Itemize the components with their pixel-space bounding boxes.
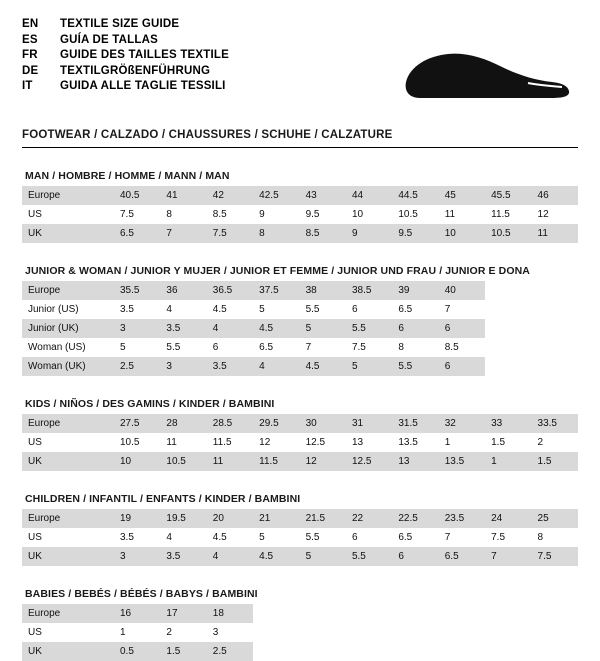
size-groups: [22, 170, 578, 661]
size-table: [22, 414, 578, 471]
size-cell: 45: [439, 186, 485, 205]
size-cell: 33: [485, 414, 531, 433]
row-label: Europe: [22, 414, 114, 433]
size-cell: 11.5: [253, 452, 299, 471]
size-cell: 10.5: [392, 205, 438, 224]
size-cell: 10: [346, 205, 392, 224]
size-cell: 8: [253, 224, 299, 243]
size-cell: 13: [392, 452, 438, 471]
size-cell: 5: [253, 300, 299, 319]
row-label: Woman (US): [22, 338, 114, 357]
size-cell: 6: [346, 300, 392, 319]
size-cell: 42.5: [253, 186, 299, 205]
size-cell: 16: [114, 604, 160, 623]
size-cell: 17: [160, 604, 206, 623]
language-code: IT: [22, 80, 33, 92]
size-cell: 1.5: [160, 642, 206, 661]
size-group: [22, 398, 578, 471]
size-cell: 1.5: [532, 452, 578, 471]
empty-cell: [485, 300, 578, 319]
table-row: [22, 300, 578, 319]
size-cell: 1: [439, 433, 485, 452]
size-cell: 12: [253, 433, 299, 452]
size-cell: 8.5: [439, 338, 485, 357]
size-cell: 19: [114, 509, 160, 528]
size-cell: 4: [160, 300, 206, 319]
size-cell: 25: [532, 509, 578, 528]
row-label: Junior (US): [22, 300, 114, 319]
size-cell: 7: [485, 547, 531, 566]
size-cell: 8: [532, 528, 578, 547]
row-label: US: [22, 205, 114, 224]
size-cell: 8: [392, 338, 438, 357]
size-cell: 32: [439, 414, 485, 433]
row-label: US: [22, 528, 114, 547]
language-title: TEXTILE SIZE GUIDE: [60, 18, 180, 30]
size-cell: 5.5: [160, 338, 206, 357]
language-title: GUIDA ALLE TAGLIE TESSILI: [60, 80, 226, 92]
dress-shoe-icon: [392, 36, 572, 111]
size-cell: 12.5: [346, 452, 392, 471]
size-cell: 6.5: [392, 528, 438, 547]
size-cell: 5.5: [300, 528, 346, 547]
size-cell: 2: [532, 433, 578, 452]
size-cell: 3: [114, 319, 160, 338]
size-cell: 37.5: [253, 281, 299, 300]
page-title: FOOTWEAR / CALZADO / CHAUSSURES / SCHUHE / CALZATURE: [22, 129, 393, 141]
size-cell: 5.5: [346, 547, 392, 566]
size-cell: 38: [300, 281, 346, 300]
size-cell: 5.5: [346, 319, 392, 338]
size-cell: 4: [160, 528, 206, 547]
size-group-heading: KIDS / NIÑOS / DES GAMINS / KINDER / BAMBINI: [25, 398, 275, 410]
size-cell: 7.5: [485, 528, 531, 547]
size-cell: 5: [346, 357, 392, 376]
size-cell: 3: [114, 547, 160, 566]
table-row: [22, 604, 578, 623]
size-cell: 10: [114, 452, 160, 471]
row-label: UK: [22, 224, 114, 243]
table-row: [22, 414, 578, 433]
size-table: [22, 281, 578, 376]
empty-cell: [485, 319, 578, 338]
size-cell: 3: [207, 623, 253, 642]
size-cell: 27.5: [114, 414, 160, 433]
size-cell: 11.5: [207, 433, 253, 452]
size-cell: 45.5: [485, 186, 531, 205]
table-row: [22, 319, 578, 338]
size-cell: 9.5: [300, 205, 346, 224]
size-cell: 9: [253, 205, 299, 224]
title-divider: [22, 147, 578, 148]
row-label: UK: [22, 642, 114, 661]
size-cell: 6: [439, 357, 485, 376]
size-cell: 7.5: [532, 547, 578, 566]
size-cell: 6: [392, 547, 438, 566]
table-row: [22, 224, 578, 243]
size-cell: 4.5: [253, 319, 299, 338]
size-cell: 8: [160, 205, 206, 224]
size-cell: 22.5: [392, 509, 438, 528]
size-cell: 5: [114, 338, 160, 357]
size-cell: 3: [160, 357, 206, 376]
language-title: GUIDE DES TAILLES TEXTILE: [60, 49, 229, 61]
empty-cell: [485, 357, 578, 376]
size-cell: 12.5: [300, 433, 346, 452]
size-cell: 3.5: [160, 547, 206, 566]
size-cell: 33.5: [532, 414, 578, 433]
row-label: US: [22, 623, 114, 642]
size-cell: 6: [439, 319, 485, 338]
size-cell: 40.5: [114, 186, 160, 205]
size-cell: 8.5: [300, 224, 346, 243]
size-cell: 13: [346, 433, 392, 452]
size-cell: 10.5: [160, 452, 206, 471]
size-cell: 4: [207, 319, 253, 338]
size-cell: 3.5: [114, 300, 160, 319]
row-label: Europe: [22, 281, 114, 300]
size-cell: 30: [300, 414, 346, 433]
size-cell: 2.5: [207, 642, 253, 661]
language-row: [22, 65, 229, 81]
size-cell: 11: [160, 433, 206, 452]
size-cell: 43: [300, 186, 346, 205]
size-cell: 11: [532, 224, 578, 243]
size-cell: 1.5: [485, 433, 531, 452]
size-cell: 0.5: [114, 642, 160, 661]
size-cell: 31.5: [392, 414, 438, 433]
size-cell: 4: [207, 547, 253, 566]
size-cell: 44: [346, 186, 392, 205]
empty-cell: [253, 604, 578, 623]
size-cell: 5: [300, 547, 346, 566]
size-cell: 6.5: [253, 338, 299, 357]
size-cell: 29.5: [253, 414, 299, 433]
size-cell: 4.5: [300, 357, 346, 376]
size-cell: 21.5: [300, 509, 346, 528]
row-label: Europe: [22, 186, 114, 205]
size-cell: 44.5: [392, 186, 438, 205]
size-cell: 20: [207, 509, 253, 528]
language-code: DE: [22, 64, 39, 77]
table-row: [22, 433, 578, 452]
size-cell: 18: [207, 604, 253, 623]
size-cell: 11: [207, 452, 253, 471]
size-cell: 28.5: [207, 414, 253, 433]
size-group-heading: BABIES / BEBÉS / BÉBÉS / BABYS / BAMBINI: [25, 588, 258, 600]
language-row: [22, 80, 229, 96]
size-cell: 35.5: [114, 281, 160, 300]
language-titles: [22, 18, 229, 96]
row-label: UK: [22, 547, 114, 566]
size-cell: 40: [439, 281, 485, 300]
language-title: GUÍA DE TALLAS: [60, 33, 158, 46]
size-cell: 19.5: [160, 509, 206, 528]
size-cell: 4.5: [253, 547, 299, 566]
size-cell: 21: [253, 509, 299, 528]
size-cell: 10.5: [114, 433, 160, 452]
size-cell: 23.5: [439, 509, 485, 528]
size-cell: 3.5: [160, 319, 206, 338]
size-table: [22, 509, 578, 566]
row-label: Junior (UK): [22, 319, 114, 338]
size-cell: 39: [392, 281, 438, 300]
size-cell: 4.5: [207, 300, 253, 319]
size-cell: 7.5: [207, 224, 253, 243]
language-rows: [22, 18, 229, 96]
table-row: [22, 528, 578, 547]
row-label: US: [22, 433, 114, 452]
language-code: FR: [22, 49, 38, 61]
size-cell: 1: [485, 452, 531, 471]
empty-cell: [253, 642, 578, 661]
size-cell: 3.5: [207, 357, 253, 376]
size-cell: 11.5: [485, 205, 531, 224]
size-cell: 12: [532, 205, 578, 224]
size-cell: 7.5: [114, 205, 160, 224]
size-cell: 4.5: [207, 528, 253, 547]
size-cell: 7: [439, 528, 485, 547]
size-table: [22, 186, 578, 243]
size-group-heading: JUNIOR & WOMAN / JUNIOR Y MUJER / JUNIOR ET FEMME / JUNIOR UND FRAU / JUNIOR E DONA: [25, 265, 530, 277]
language-row: [22, 34, 229, 50]
size-cell: 9: [346, 224, 392, 243]
size-cell: 38.5: [346, 281, 392, 300]
size-cell: 5: [300, 319, 346, 338]
size-cell: 7.5: [346, 338, 392, 357]
size-cell: 6.5: [114, 224, 160, 243]
table-row: [22, 547, 578, 566]
size-cell: 10: [439, 224, 485, 243]
size-cell: 7: [300, 338, 346, 357]
row-label: Europe: [22, 604, 114, 623]
language-title: TEXTILGRÖßENFÜHRUNG: [60, 64, 211, 77]
size-cell: 42: [207, 186, 253, 205]
size-cell: 5.5: [392, 357, 438, 376]
size-group-heading: MAN / HOMBRE / HOMME / MANN / MAN: [25, 170, 230, 182]
table-row: [22, 281, 578, 300]
size-group: [22, 170, 578, 243]
size-group: [22, 588, 578, 661]
language-code: EN: [22, 18, 39, 30]
size-cell: 3.5: [114, 528, 160, 547]
size-cell: 6.5: [439, 547, 485, 566]
table-row: [22, 205, 578, 224]
size-cell: 7: [439, 300, 485, 319]
size-cell: 36: [160, 281, 206, 300]
empty-cell: [485, 281, 578, 300]
page-header: [22, 18, 578, 111]
language-code: ES: [22, 33, 38, 46]
size-cell: 9.5: [392, 224, 438, 243]
size-cell: 6.5: [392, 300, 438, 319]
table-row: [22, 186, 578, 205]
language-row: [22, 18, 229, 34]
size-cell: 36.5: [207, 281, 253, 300]
size-cell: 13.5: [439, 452, 485, 471]
empty-cell: [485, 338, 578, 357]
size-cell: 6: [207, 338, 253, 357]
table-row: [22, 642, 578, 661]
size-cell: 7: [160, 224, 206, 243]
size-cell: 5.5: [300, 300, 346, 319]
size-cell: 41: [160, 186, 206, 205]
size-cell: 2: [160, 623, 206, 642]
size-cell: 5: [253, 528, 299, 547]
table-row: [22, 357, 578, 376]
size-cell: 28: [160, 414, 206, 433]
table-row: [22, 623, 578, 642]
size-cell: 10.5: [485, 224, 531, 243]
size-cell: 2.5: [114, 357, 160, 376]
row-label: Europe: [22, 509, 114, 528]
size-cell: 6: [392, 319, 438, 338]
row-label: Woman (UK): [22, 357, 114, 376]
size-cell: 13.5: [392, 433, 438, 452]
size-table: [22, 604, 578, 661]
size-cell: 1: [114, 623, 160, 642]
table-row: [22, 338, 578, 357]
empty-cell: [253, 623, 578, 642]
size-cell: 31: [346, 414, 392, 433]
size-group: [22, 493, 578, 566]
size-group-heading: CHILDREN / INFANTIL / ENFANTS / KINDER / BAMBINI: [25, 493, 301, 505]
size-cell: 11: [439, 205, 485, 224]
size-group: [22, 265, 578, 376]
table-row: [22, 509, 578, 528]
row-label: UK: [22, 452, 114, 471]
size-cell: 4: [253, 357, 299, 376]
size-cell: 46: [532, 186, 578, 205]
table-row: [22, 452, 578, 471]
size-cell: 22: [346, 509, 392, 528]
size-cell: 12: [300, 452, 346, 471]
size-cell: 6: [346, 528, 392, 547]
language-row: [22, 49, 229, 65]
size-cell: 8.5: [207, 205, 253, 224]
size-cell: 24: [485, 509, 531, 528]
